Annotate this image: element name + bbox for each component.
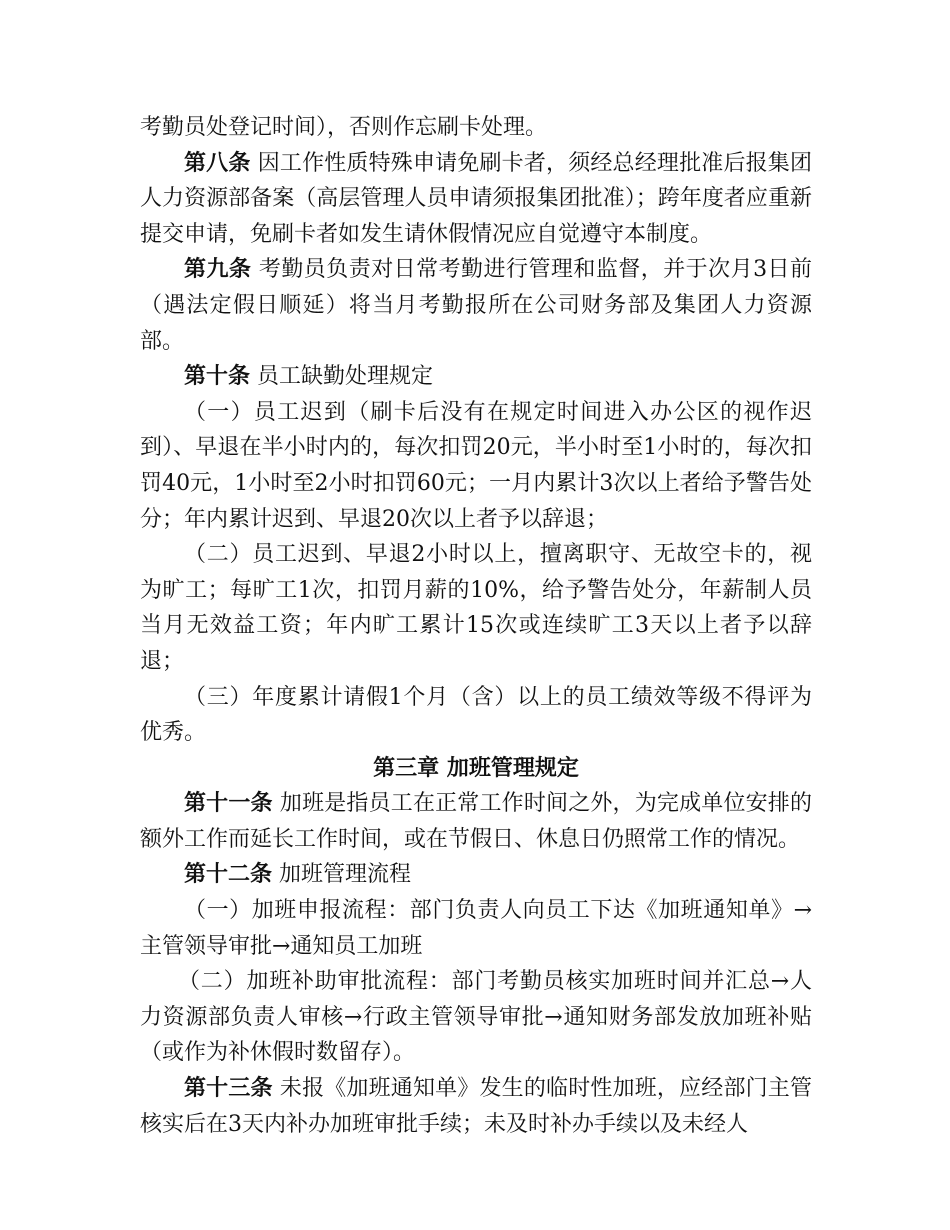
clause-10-1 [140, 395, 812, 537]
article-12 [140, 857, 812, 893]
article-label: 第十一条 [184, 791, 273, 817]
article-13 [140, 1071, 812, 1142]
clause-10-3 [140, 680, 812, 751]
paragraph-text: 加班是指员工在正常工作时间之外，为完成单位安排的额外工作而延长工作时间，或在节假日、休息日仍照常工作的情况。 [140, 791, 812, 852]
article-11 [140, 786, 812, 857]
chapter-heading: 第三章 加班管理规定 [373, 755, 579, 781]
article-label: 第十条 [184, 364, 251, 390]
article-8 [140, 146, 812, 253]
paragraph-text: 考勤员负责对日常考勤进行管理和监督，并于次月3日前（遇法定假日顺延）将当月考勤报所在公司财务部及集团人力资源部。 [140, 257, 813, 354]
clause-10-2 [140, 537, 812, 679]
article-9 [140, 252, 812, 359]
article-10 [140, 359, 812, 395]
paragraph-text: 未报《加班通知单》发生的临时性加班，应经部门主管核实后在3天内补办加班审批手续；未及时补办手续以及未经人 [140, 1076, 812, 1137]
paragraph-text: （三）年度累计请假1个月（含）以上的员工绩效等级不得评为优秀。 [140, 684, 812, 746]
paragraph-text: 员工缺勤处理规定 [257, 364, 434, 390]
clause-12-2 [140, 964, 812, 1071]
paragraph-text: 加班管理流程 [279, 862, 412, 888]
paragraph-text: （二）员工迟到、早退2小时以上，擅离职守、无故空卡的，视为旷工；每旷工1次，扣罚月薪的10%，给予警告处分，年薪制人员当月无效益工资；年内旷工累计15次或连续旷工3天以上者予以辞退； [140, 542, 812, 674]
article-label: 第九条 [184, 257, 252, 283]
article-label: 第八条 [184, 150, 251, 176]
paragraph-text: （一）加班申报流程：部门负责人向员工下达《加班通知单》→主管领导审批→通知员工加班 [140, 898, 812, 959]
article-label: 第十二条 [184, 862, 273, 888]
paragraph-continuation [140, 110, 812, 146]
document-body [140, 110, 812, 1142]
paragraph-text: （一）员工迟到（刷卡后没有在规定时间进入办公区的视作迟到）、早退在半小时内的，每次扣罚20元，半小时至1小时的，每次扣罚40元，1小时至2小时扣罚60元；一月内累计3次以上者给予警告处分；年内累计迟到、早退20次以上者予以辞退； [140, 399, 812, 532]
paragraph-text: （二）加班补助审批流程：部门考勤员核实加班时间并汇总→人力资源部负责人审核→行政主管领导审批→通知财务部发放加班补贴（或作为补休假时数留存）。 [140, 969, 812, 1066]
clause-12-1 [140, 893, 812, 964]
paragraph-text: 因工作性质特殊申请免刷卡者，须经总经理批准后报集团人力资源部备案（高层管理人员申请须报集团批准）；跨年度者应重新提交申请，免刷卡者如发生请休假情况应自觉遵守本制度。 [140, 150, 812, 247]
paragraph-text: 考勤员处登记时间），否则作忘刷卡处理。 [140, 115, 548, 140]
article-label: 第十三条 [184, 1076, 273, 1102]
